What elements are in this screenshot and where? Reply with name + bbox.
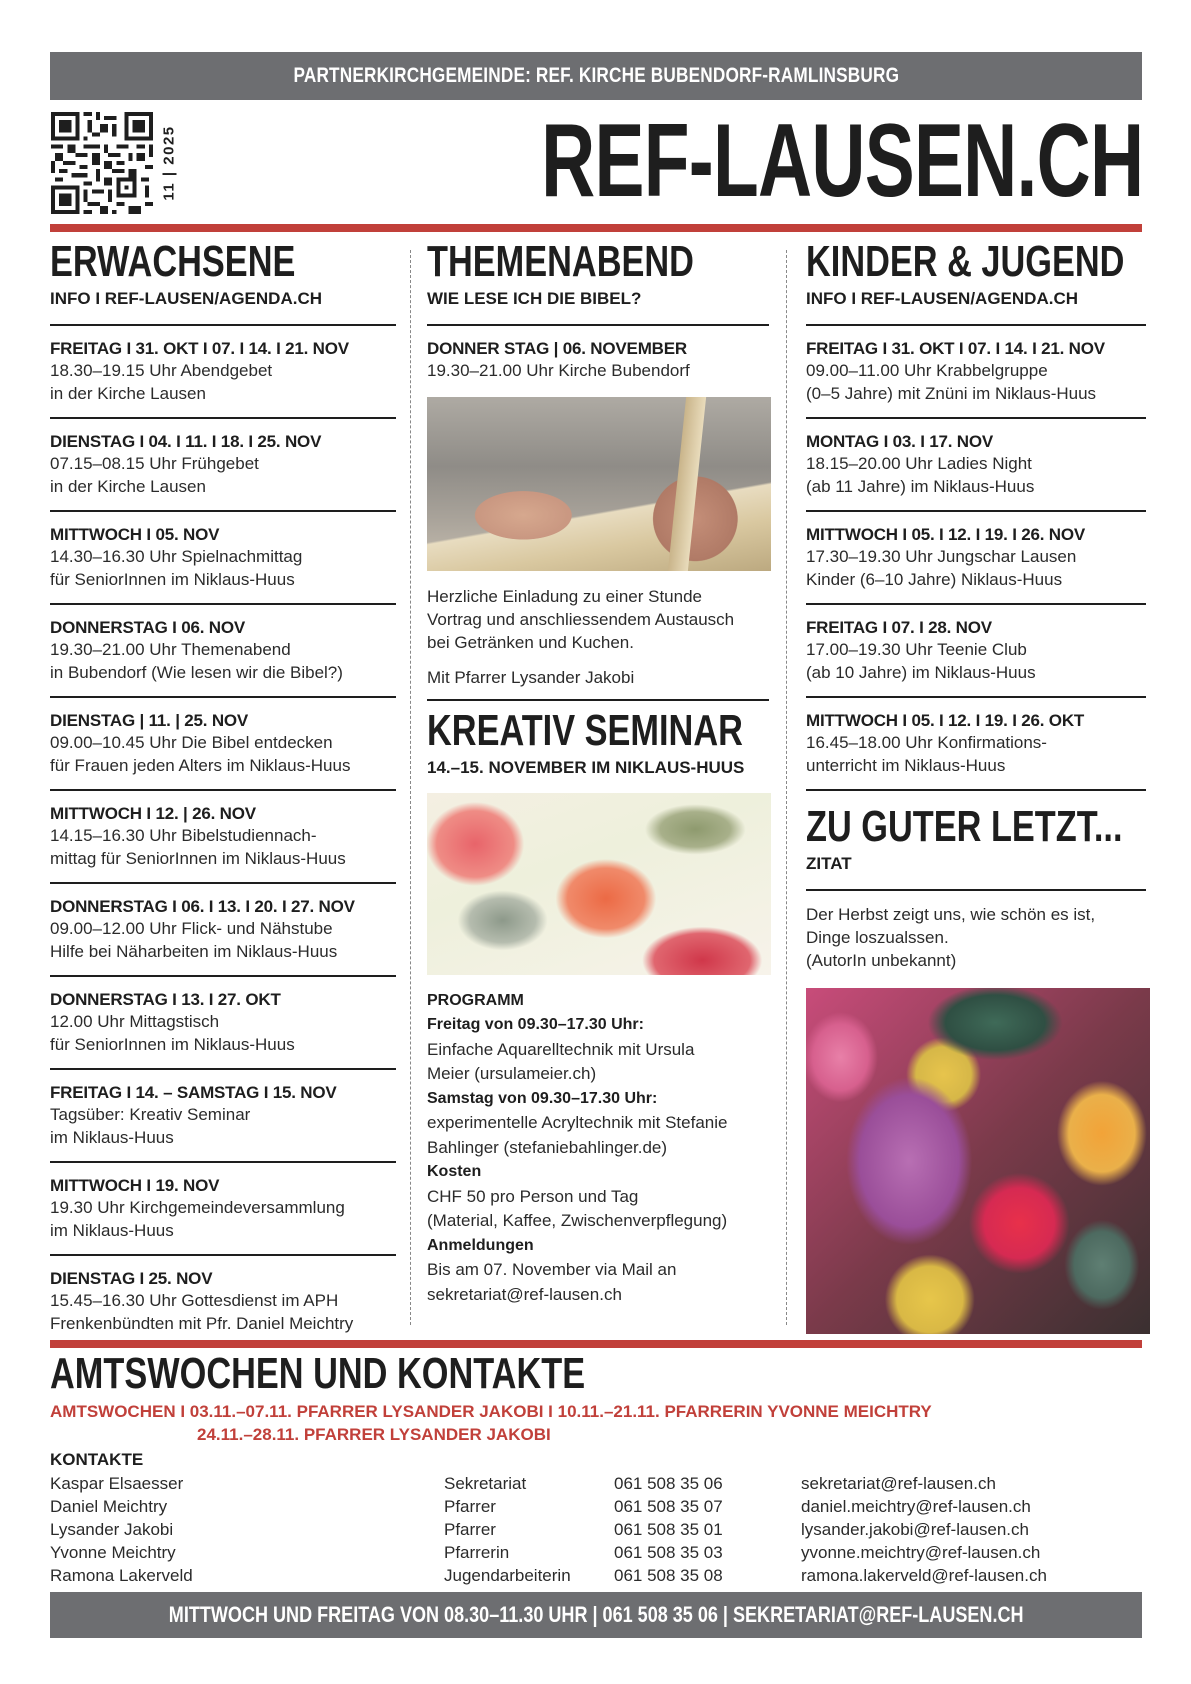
event-item — [50, 896, 396, 963]
divider — [806, 789, 1146, 791]
contact-email[interactable]: lysander.jakobi@ref-lausen.ch — [801, 1519, 1029, 1539]
description-line: bei Getränken und Kuchen. — [427, 632, 634, 652]
contact-role: Pfarrerin — [444, 1542, 510, 1562]
contact-row — [50, 1472, 1142, 1495]
contact-row — [50, 1541, 1142, 1564]
event-detail: 07.15–08.15 Uhr Frühgebet — [50, 454, 259, 473]
event-detail: im Niklaus-Huus — [50, 1127, 174, 1147]
event-item — [806, 524, 1146, 591]
event-item — [50, 803, 396, 870]
contact-name: Daniel Meichtry — [50, 1496, 168, 1516]
event-detail: für Frauen jeden Alters im Niklaus-Huus — [50, 755, 351, 775]
amtswochen-line: 24.11.–28.11. PFARRER LYSANDER JAKOBI — [197, 1425, 551, 1444]
contact-role: Pfarrer — [444, 1496, 496, 1516]
contact-email[interactable]: daniel.meichtry@ref-lausen.ch — [801, 1496, 1031, 1516]
contact-name: Yvonne Meichtry — [50, 1542, 176, 1562]
bottom-red-rule — [50, 1340, 1142, 1348]
quote-line: Der Herbst zeigt uns, wie schön es ist, — [806, 905, 1096, 924]
event-detail: (ab 10 Jahre) im Niklaus-Huus — [806, 662, 1036, 682]
contact-name: Ramona Lakerveld — [50, 1565, 193, 1585]
section-zitat — [806, 803, 1146, 1334]
event-detail: für SeniorInnen im Niklaus-Huus — [50, 1034, 295, 1054]
contact-email[interactable]: yvonne.meichtry@ref-lausen.ch — [801, 1542, 1041, 1562]
column-divider — [410, 250, 411, 1325]
contact-name: Kaspar Elsaesser — [50, 1473, 184, 1493]
program-line: Meier (ursulameier.ch) — [427, 1064, 597, 1083]
event-detail: 18.30–19.15 Uhr Abendgebet — [50, 361, 273, 380]
divider — [806, 889, 1146, 891]
event-date: MITTWOCH I 05. I 12. I 19. I 26. NOV — [806, 525, 1086, 544]
amtswochen-title: AMTSWOCHEN UND KONTAKTE — [50, 1349, 586, 1398]
event-date: FREITAG I 07. I 28. NOV — [806, 618, 992, 637]
logo-text: REF-LAUSEN.CH — [540, 102, 1143, 219]
amtswochen-schedule — [50, 1400, 932, 1446]
event-detail: mittag für SeniorInnen im Niklaus-Huus — [50, 848, 346, 868]
event-detail: 19.30 Uhr Kirchgemeindeversammlung — [50, 1198, 345, 1217]
event-detail: 15.45–16.30 Uhr Gottesdienst im APH — [50, 1291, 339, 1310]
issue-date: 11 | 2025 — [160, 125, 178, 201]
event-detail: 16.45–18.00 Uhr Konfirmations- — [806, 733, 1047, 752]
divider — [427, 324, 769, 326]
event-date: MITTWOCH I 05. I 12. I 19. I 26. OKT — [806, 711, 1085, 730]
event-date: FREITAG I 31. OKT I 07. I 14. I 21. NOV — [50, 339, 349, 358]
event-detail: 17.30–19.30 Uhr Jungschar Lausen — [806, 547, 1077, 566]
event-date: MONTAG I 03. I 17. NOV — [806, 432, 994, 451]
friday-heading: Freitag von 09.30–17.30 Uhr: — [427, 1016, 644, 1033]
divider — [427, 699, 769, 701]
divider — [50, 510, 396, 512]
contact-row — [50, 1564, 1142, 1587]
event-date: DIENSTAG I 04. I 11. I 18. I 25. NOV — [50, 432, 322, 451]
divider — [50, 1254, 396, 1256]
event-detail: 14.30–16.30 Uhr Spielnachmittag — [50, 547, 303, 566]
column-divider — [786, 250, 787, 1325]
divider — [50, 417, 396, 419]
host-line: Mit Pfarrer Lysander Jakobi — [427, 667, 635, 687]
divider — [50, 882, 396, 884]
description-line: Herzliche Einladung zu einer Stunde — [427, 586, 703, 606]
event-date: DIENSTAG | 11. | 25. NOV — [50, 711, 249, 730]
divider — [806, 603, 1146, 605]
program-heading: PROGRAMM — [427, 991, 524, 1009]
event-date: MITTWOCH I 12. | 26. NOV — [50, 804, 256, 823]
registration-email-link[interactable]: sekretariat@ref-lausen.ch — [427, 1284, 622, 1304]
issue-label — [158, 112, 180, 214]
section-subtitle: WIE LESE ICH DIE BIBEL? — [427, 289, 642, 308]
section-subtitle: INFO I REF-LAUSEN/AGENDA.CH — [806, 289, 1078, 308]
top-red-rule — [50, 224, 1142, 232]
cost-line: CHF 50 pro Person und Tag — [427, 1186, 639, 1206]
event-item — [50, 524, 396, 591]
event-date: DONNERSTAG I 06. NOV — [50, 618, 245, 637]
event-item — [806, 431, 1146, 498]
site-logo[interactable] — [307, 102, 1143, 219]
section-subtitle: INFO I REF-LAUSEN/AGENDA.CH — [50, 289, 322, 308]
section-kreativ-seminar — [427, 707, 769, 1308]
event-date: MITTWOCH I 05. NOV — [50, 525, 220, 544]
event-detail: Tagsüber: Kreativ Seminar — [50, 1105, 251, 1124]
section-title: KINDER & JUGEND — [806, 237, 1125, 286]
quote-author: (AutorIn unbekannt) — [806, 951, 957, 970]
divider — [50, 975, 396, 977]
event-detail: Hilfe bei Näharbeiten im Niklaus-Huus — [50, 941, 338, 961]
event-date: FREITAG I 14. – SAMSTAG I 15. NOV — [50, 1083, 337, 1102]
event-date: DONNERSTAG I 13. I 27. OKT — [50, 990, 281, 1009]
event-detail: in Bubendorf (Wie lesen wir die Bibel?) — [50, 662, 343, 682]
section-title: ERWACHSENE — [50, 237, 296, 286]
saturday-heading: Samstag von 09.30–17.30 Uhr: — [427, 1089, 658, 1107]
section-title: ZU GUTER LETZT... — [806, 802, 1123, 851]
contact-phone[interactable]: 061 508 35 07 — [614, 1496, 723, 1516]
event-detail: 12.00 Uhr Mittagstisch — [50, 1012, 220, 1031]
cost-heading: Kosten — [427, 1163, 482, 1180]
event-detail: 09.00–10.45 Uhr Die Bibel entdecken — [50, 733, 333, 752]
contact-row — [50, 1518, 1142, 1541]
event-item — [50, 989, 396, 1056]
divider — [50, 324, 396, 326]
contact-phone[interactable]: 061 508 35 06 — [614, 1473, 723, 1493]
divider — [50, 696, 396, 698]
event-date: FREITAG I 31. OKT I 07. I 14. I 21. NOV — [806, 339, 1105, 358]
event-item — [50, 1082, 396, 1149]
event-detail: 14.15–16.30 Uhr Bibelstudiennach- — [50, 826, 317, 845]
hands-on-bible-photo — [427, 397, 771, 571]
event-detail: 19.30–21.00 Uhr Kirche Bubendorf — [427, 361, 690, 380]
event-detail: (0–5 Jahre) mit Znüni im Niklaus-Huus — [806, 383, 1097, 403]
event-item — [50, 617, 396, 684]
divider — [806, 324, 1146, 326]
event-detail: unterricht im Niklaus-Huus — [806, 755, 1006, 775]
contact-phone[interactable]: 061 508 35 01 — [614, 1519, 723, 1539]
event-item — [50, 710, 396, 777]
event-date: DONNERSTAG I 06. I 13. I 20. I 27. NOV — [50, 897, 355, 916]
contact-row — [50, 1495, 1142, 1518]
contact-email[interactable]: ramona.lakerveld@ref-lausen.ch — [801, 1565, 1047, 1585]
kontakte-heading: KONTAKTE — [50, 1450, 144, 1469]
event-item — [806, 617, 1146, 684]
event-detail: 19.30–21.00 Uhr Themenabend — [50, 640, 291, 659]
contact-role: Jugendarbeiterin — [444, 1565, 571, 1585]
amtswochen-line: AMTSWOCHEN I 03.11.–07.11. PFARRER LYSANDER JAKOBI I 10.11.–21.11. PFARRERIN YVONNE MEICHTRY — [50, 1402, 932, 1421]
event-date: DONNER STAG | 06. NOVEMBER — [427, 339, 687, 358]
autumn-leaves-photo — [806, 988, 1150, 1334]
section-themenabend — [427, 238, 769, 1307]
section-erwachsene — [50, 238, 396, 1335]
section-subtitle: 14.–15. NOVEMBER IM NIKLAUS-HUUS — [427, 757, 745, 777]
program-line: Bahlinger (stefaniebahlinger.de) — [427, 1137, 668, 1157]
divider — [50, 1161, 396, 1163]
contact-email[interactable]: sekretariat@ref-lausen.ch — [801, 1473, 996, 1493]
cost-line: (Material, Kaffee, Zwischenverpflegung) — [427, 1211, 728, 1230]
divider — [50, 1068, 396, 1070]
section-title: KREATIV SEMINAR — [427, 705, 743, 755]
registration-heading: Anmeldungen — [427, 1236, 534, 1254]
qr-code-icon[interactable] — [50, 112, 154, 214]
event-item — [50, 431, 396, 498]
contact-phone[interactable]: 061 508 35 03 — [614, 1542, 723, 1562]
quote-line: Dinge loszualssen. — [806, 928, 949, 947]
divider — [50, 789, 396, 791]
event-item — [806, 710, 1146, 777]
contacts-table — [50, 1472, 1142, 1587]
event-detail: 09.00–11.00 Uhr Krabbelgruppe — [806, 361, 1048, 380]
event-item — [50, 1175, 396, 1242]
event-detail: (ab 11 Jahre) im Niklaus-Huus — [806, 476, 1035, 496]
partner-banner — [50, 52, 1142, 100]
event-date: DIENSTAG I 25. NOV — [50, 1269, 213, 1288]
office-hours-text: MITTWOCH UND FREITAG VON 08.30–11.30 UHR | 061 508 35 06 | SEKRETARIAT@REF-LAUSEN.CH — [168, 1602, 1024, 1627]
description-line: Vortrag und anschliessendem Austausch — [427, 609, 735, 629]
divider — [806, 696, 1146, 698]
partner-banner-text: PARTNERKIRCHGEMEINDE: REF. KIRCHE BUBENDORF-RAMLINSBURG — [293, 64, 899, 87]
registration-line: Bis am 07. November via Mail an — [427, 1260, 677, 1279]
contact-role: Pfarrer — [444, 1519, 496, 1539]
divider — [806, 417, 1146, 419]
event-detail: in der Kirche Lausen — [50, 383, 206, 403]
event-date: MITTWOCH I 19. NOV — [50, 1176, 220, 1195]
event-item — [50, 338, 396, 405]
event-detail: 17.00–19.30 Uhr Teenie Club — [806, 640, 1027, 659]
event-detail: 18.15–20.00 Uhr Ladies Night — [806, 454, 1032, 473]
section-title: THEMENABEND — [427, 237, 694, 286]
contact-name: Lysander Jakobi — [50, 1519, 174, 1539]
program-line: experimentelle Acryltechnik mit Stefanie — [427, 1113, 728, 1132]
program-line: Einfache Aquarelltechnik mit Ursula — [427, 1039, 695, 1059]
section-kinder-jugend — [806, 238, 1146, 1348]
event-item — [50, 1268, 396, 1335]
event-detail: 09.00–12.00 Uhr Flick- und Nähstube — [50, 919, 333, 938]
divider — [50, 603, 396, 605]
section-subtitle: ZITAT — [806, 854, 852, 873]
event-detail: für SeniorInnen im Niklaus-Huus — [50, 569, 295, 589]
contact-phone[interactable]: 061 508 35 08 — [614, 1565, 723, 1585]
divider — [806, 510, 1146, 512]
event-detail: Kinder (6–10 Jahre) Niklaus-Huus — [806, 569, 1063, 589]
watercolor-flowers-painting — [427, 793, 771, 975]
event-item — [806, 338, 1146, 405]
office-hours-banner — [50, 1592, 1142, 1638]
event-detail: in der Kirche Lausen — [50, 476, 206, 496]
event-detail: im Niklaus-Huus — [50, 1220, 174, 1240]
event-detail: Frenkenbündten mit Pfr. Daniel Meichtry — [50, 1313, 354, 1333]
contact-role: Sekretariat — [444, 1473, 527, 1493]
